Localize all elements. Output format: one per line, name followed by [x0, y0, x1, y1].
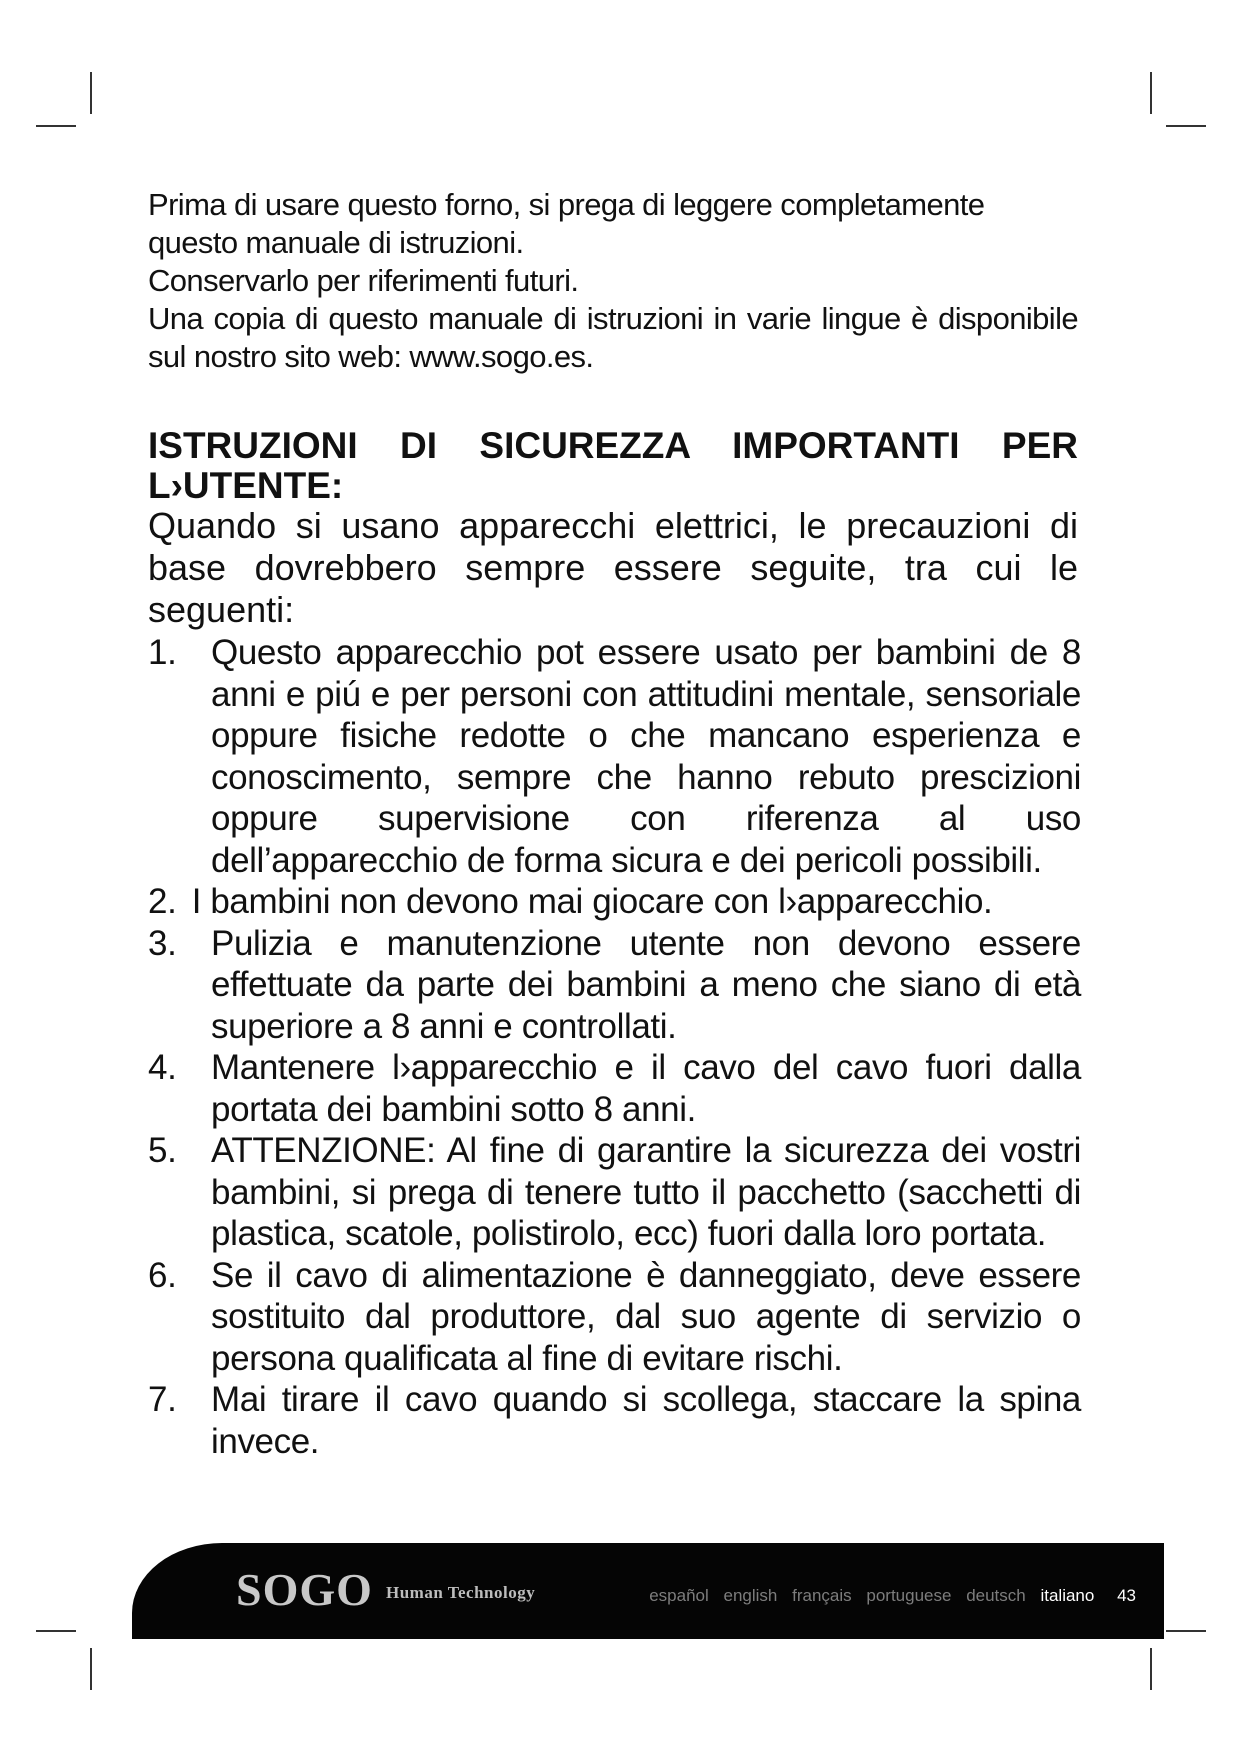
lead-text: Quando si usano apparecchi elettrici, le precauzioni di base dovrebbero sempre essere seguite, tra cui le seguenti:	[148, 505, 1078, 630]
sogo-logo: SOGO	[236, 1564, 373, 1615]
lead-paragraph	[148, 505, 1078, 631]
language-label-english: english	[723, 1586, 778, 1605]
crop-mark	[90, 1648, 92, 1690]
list-item	[148, 632, 1098, 881]
item-number: 2.	[148, 882, 177, 921]
item-text: Pulizia e manutenzione utente non devono essere effettuate da parte dei bambini a meno che siano di età superiore a 8 anni e controllati.	[211, 923, 1081, 1046]
list-item	[148, 881, 1098, 923]
crop-mark	[1150, 72, 1152, 114]
item-number: 6.	[148, 1255, 177, 1295]
item-text: Mai tirare il cavo quando si scollega, staccare la spina invece.	[211, 1380, 1081, 1461]
item-number: 1.	[148, 633, 177, 672]
list-item	[148, 923, 1098, 1048]
intro-line-2: Conservarlo per riferimenti futuri.	[148, 263, 579, 298]
list-item	[148, 1255, 1098, 1380]
crop-mark	[1166, 1630, 1206, 1632]
heading-line-1: ISTRUZIONI DI SICUREZZA IMPORTANTI PER	[148, 425, 1078, 466]
item-number: 4.	[148, 1048, 177, 1087]
intro-text	[148, 186, 1078, 376]
intro-line-1: Prima di usare questo forno, si prega di leggere completamente questo manuale di istruzioni.	[148, 187, 985, 260]
page-number: 43	[1117, 1586, 1136, 1605]
item-text: ATTENZIONE: Al fine di garantire la sicurezza dei vostri bambini, si prega di tenere tutto il pacchetto (sacchetti di plastica, scatole, polistirolo, ecc) fuori dalla loro portata.	[211, 1131, 1081, 1253]
language-label-italiano: italiano	[1040, 1586, 1095, 1605]
item-text: I bambini non devono mai giocare con l›apparecchio.	[191, 882, 993, 921]
item-text: Mantenere l›apparecchio e il cavo del cavo fuori dalla portata dei bambini sotto 8 anni.	[211, 1048, 1081, 1129]
heading-line-2: L›UTENTE:	[148, 465, 344, 506]
crop-mark	[36, 125, 76, 127]
language-label-espanol: español	[649, 1586, 709, 1605]
crop-mark	[1150, 1648, 1152, 1690]
item-number: 3.	[148, 923, 177, 963]
item-number: 5.	[148, 1131, 177, 1170]
language-index	[639, 1586, 1136, 1606]
page-footer	[132, 1543, 1164, 1639]
language-label-francais: français	[792, 1586, 852, 1605]
intro-line-3: Una copia di questo manuale di istruzioni in varie lingue è disponibile sul nostro sito web: www.sogo.es.	[148, 301, 1078, 374]
list-item	[148, 1379, 1098, 1462]
language-label-portuguese: portuguese	[866, 1586, 952, 1605]
safety-instructions-list	[148, 632, 1098, 1462]
list-item	[148, 1130, 1098, 1255]
section-heading	[148, 426, 1078, 506]
crop-mark	[36, 1630, 76, 1632]
brand-tagline: Human Technology	[386, 1583, 536, 1602]
item-number: 7.	[148, 1380, 177, 1419]
language-label-deutsch: deutsch	[966, 1586, 1026, 1605]
item-text: Se il cavo di alimentazione è danneggiato, deve essere sostituito dal produttore, dal suo agente di servizio o persona qualificata al fine di evitare rischi.	[211, 1255, 1081, 1378]
item-text: Questo apparecchio pot essere usato per bambini de 8 anni e piú e per personi con attitudini mentale, sensoriale oppure fisiche redotte o che mancano esperienza e conoscimento, sempre che hanno rebuto prescizioni oppure supervisione con riferenza al uso dell’apparecchio de forma sicura e dei pericoli possibili.	[211, 633, 1081, 880]
crop-mark	[90, 72, 92, 114]
list-item	[148, 1047, 1098, 1130]
crop-mark	[1166, 125, 1206, 127]
